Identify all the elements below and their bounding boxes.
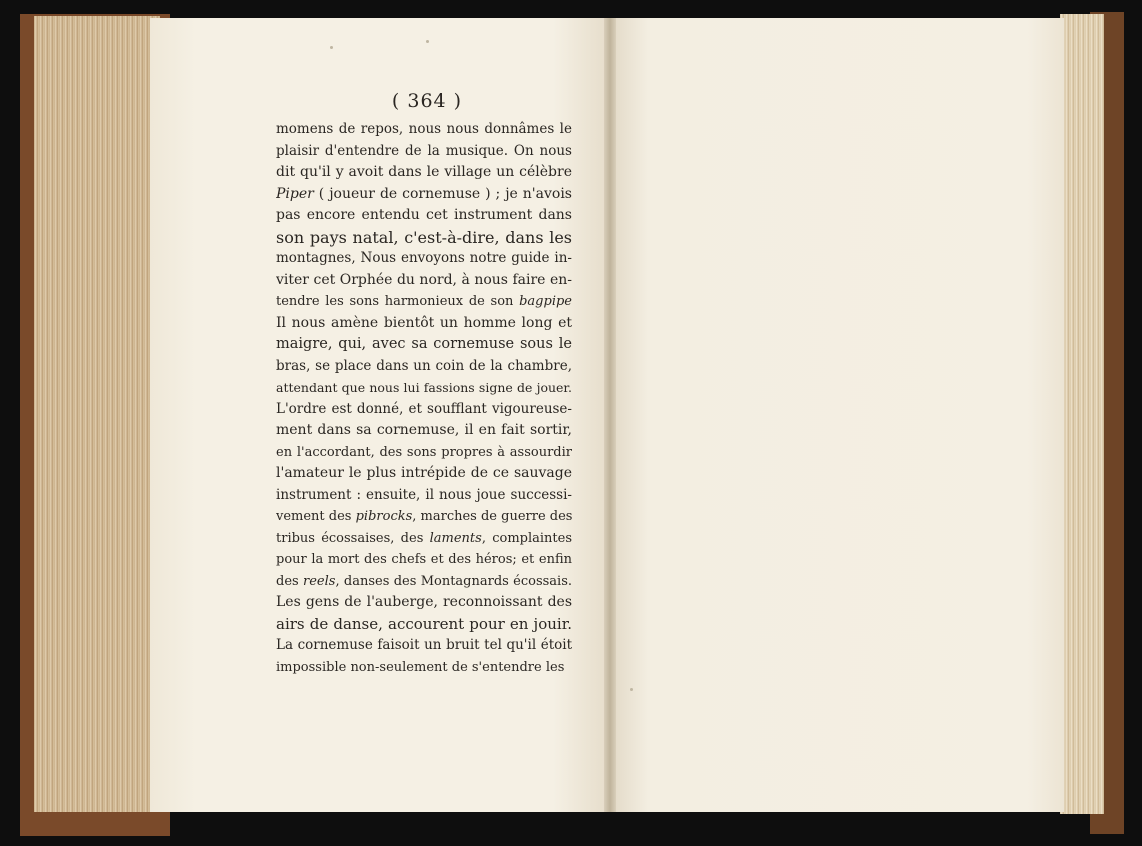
text-line <box>276 442 572 464</box>
text-segment: instrument : ensuite, il nous joue successi- <box>276 486 572 503</box>
paper-speck <box>630 688 633 691</box>
text-line <box>276 119 572 141</box>
italic-term: laments <box>429 530 482 546</box>
text-segment: pour la mort des chefs et des héros; et enfin <box>276 552 572 567</box>
text-segment: viter cet Orphée du nord, à nous faire en- <box>276 271 572 288</box>
text-segment: l'amateur le plus intrépide de ce sauvage <box>276 465 572 481</box>
text-segment: son pays natal, c'est-à-dire, dans les <box>276 227 572 247</box>
italic-term: Piper <box>276 185 314 202</box>
text-segment: Les gens de l'auberge, reconnoissant des <box>276 594 572 610</box>
book-gutter <box>604 18 616 812</box>
text-line <box>276 592 572 614</box>
text-segment: plaisir d'entendre de la musique. On nous <box>276 142 572 159</box>
text-line <box>276 399 572 421</box>
text-segment: des <box>276 573 304 589</box>
text-segment: Il nous amène bientôt un homme long et <box>276 314 572 331</box>
text-segment: La cornemuse faisoit un bruit tel qu'il étoit <box>276 637 572 653</box>
text-line <box>276 463 572 485</box>
right-page-edges <box>1060 14 1104 814</box>
text-line <box>276 377 572 399</box>
text-line <box>276 506 572 528</box>
text-line <box>276 485 572 507</box>
left-page-edges <box>34 16 160 812</box>
text-segment: airs de danse, accourent pour en jouir. <box>276 614 572 633</box>
text-segment: impossible non-seulement de s'entendre les <box>276 659 565 675</box>
text-segment: , marches de guerre des <box>412 509 572 524</box>
text-segment: , danses des Montagnards écossais. <box>335 573 572 589</box>
text-segment: L'ordre est donné, et soufflant vigoureuse- <box>276 400 572 417</box>
text-line <box>276 184 572 206</box>
paper-speck <box>330 46 333 49</box>
text-line <box>276 356 572 378</box>
page-text <box>276 119 572 678</box>
text-segment: ment dans sa cornemuse, il en fait sortir, <box>276 422 572 438</box>
text-line <box>276 313 572 335</box>
text-segment: pas encore entendu cet instrument dans <box>276 207 572 223</box>
italic-term: bagpipe <box>519 294 572 309</box>
text-line <box>276 571 572 593</box>
text-segment: attendant que nous lui fassions signe de jouer. <box>276 380 572 395</box>
text-line <box>276 162 572 184</box>
text-line <box>276 334 572 356</box>
text-segment: tendre les sons harmonieux de son <box>276 294 520 309</box>
page-number: ( 364 ) <box>391 90 463 112</box>
text-segment: , complaintes <box>481 530 572 546</box>
right-page-blank <box>612 18 1064 812</box>
text-line <box>276 635 572 657</box>
text-segment: tribus écossaises, des <box>276 530 430 546</box>
text-segment: en l'accordant, des sons propres à assourdir <box>276 444 572 460</box>
text-segment: vement des <box>276 509 356 524</box>
paper-speck <box>426 40 429 43</box>
text-line <box>276 270 572 292</box>
text-segment: ( joueur de cornemuse ) ; je n'avois <box>313 185 572 202</box>
text-line <box>276 614 572 636</box>
text-segment: momens de repos, nous nous donnâmes le <box>276 121 572 137</box>
text-line <box>276 248 572 270</box>
text-segment: dit qu'il y avoit dans le village un célèbre <box>276 164 572 180</box>
text-line <box>276 227 572 249</box>
italic-term: pibrocks <box>355 509 413 524</box>
text-line <box>276 420 572 442</box>
text-line <box>276 205 572 227</box>
text-line <box>276 291 572 313</box>
text-line <box>276 549 572 571</box>
text-segment: montagnes, Nous envoyons notre guide in- <box>276 250 572 266</box>
text-line <box>276 528 572 550</box>
italic-term: reels <box>303 573 336 589</box>
text-line <box>276 141 572 163</box>
text-segment: bras, se place dans un coin de la chambre, <box>276 357 572 374</box>
text-line <box>276 657 572 679</box>
text-segment: maigre, qui, avec sa cornemuse sous le <box>276 336 572 352</box>
